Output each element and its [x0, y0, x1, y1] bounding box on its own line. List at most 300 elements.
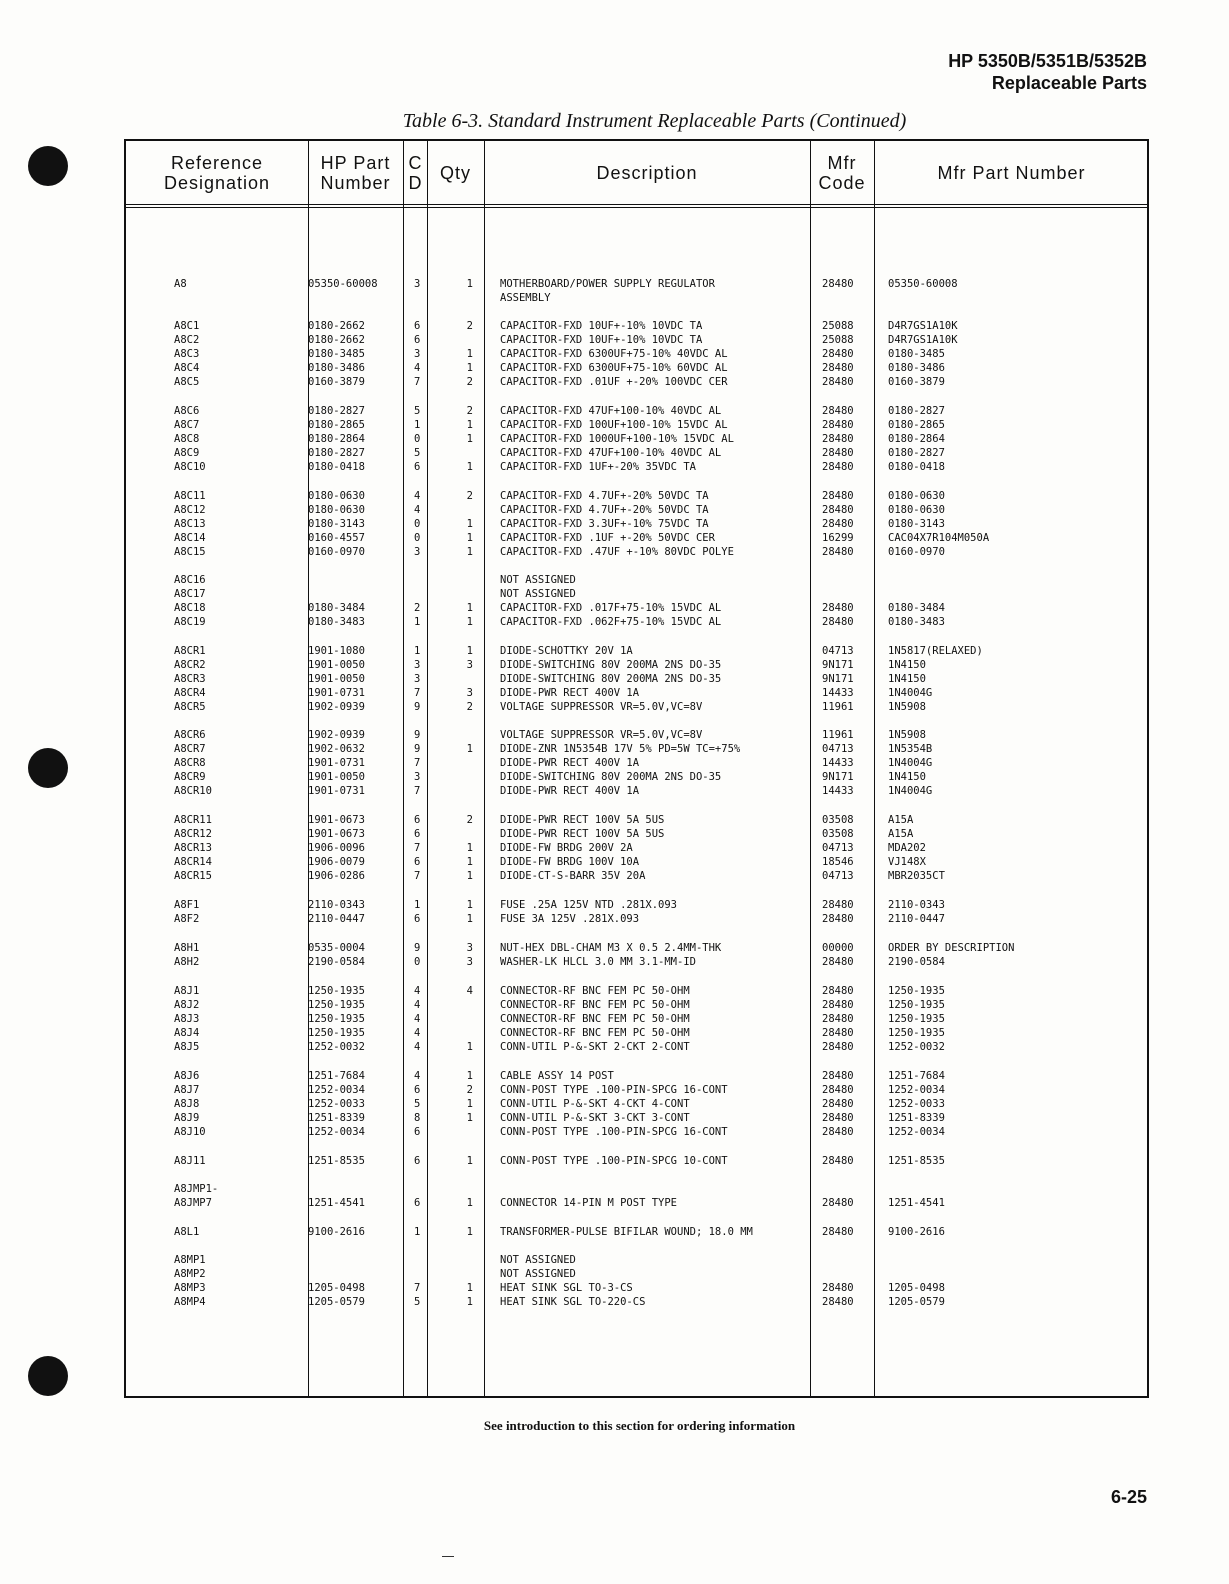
cell-desc: CAPACITOR-FXD 47UF+100-10% 40VDC AL	[500, 447, 722, 459]
cell-code: 9N171	[822, 659, 854, 671]
cell-mpn: 1N4004G	[888, 757, 933, 769]
cell-desc: CAPACITOR-FXD 6300UF+75-10% 60VDC AL	[500, 362, 728, 374]
cell-qty: 1	[466, 1112, 473, 1124]
cell-qty: 1	[466, 518, 473, 530]
cell-desc: FUSE 3A 125V .281X.093	[500, 913, 640, 925]
cell-mpn: ORDER BY DESCRIPTION	[888, 942, 1015, 954]
table-row	[126, 1182, 1147, 1196]
cell-desc: HEAT SINK SGL TO-3-CS	[500, 1282, 633, 1294]
cell-pn: 1205-0498	[308, 1282, 365, 1294]
cell-qty: 2	[466, 1084, 473, 1096]
cell-qty: 1	[466, 1098, 473, 1110]
cell-desc: CONN-POST TYPE .100-PIN-SPCG 16-CONT	[500, 1126, 728, 1138]
cell-ref: A8J2	[174, 999, 200, 1011]
table-row	[126, 1125, 1147, 1139]
cell-code: 18546	[822, 856, 854, 868]
cell-desc: DIODE-SWITCHING 80V 200MA 2NS DO-35	[500, 673, 722, 685]
cell-mpn: 0180-0630	[888, 490, 945, 502]
cell-mpn: 05350-60008	[888, 278, 958, 290]
cell-mpn: 0180-3143	[888, 518, 945, 530]
cell-ref: A8C9	[174, 447, 200, 459]
cell-code: 28480	[822, 518, 854, 530]
cell-pn: 1901-0050	[308, 673, 365, 685]
cell-cd: 6	[414, 1155, 421, 1167]
cell-mpn: 1252-0034	[888, 1084, 945, 1096]
cell-mpn: 1250-1935	[888, 1013, 945, 1025]
cell-mpn: 1N5908	[888, 729, 926, 741]
cell-cd: 4	[414, 1013, 421, 1025]
cell-qty: 1	[466, 362, 473, 374]
cell-mpn: 1251-7684	[888, 1070, 945, 1082]
table-row	[126, 984, 1147, 998]
cell-qty: 3	[466, 687, 473, 699]
col-header-qty: Qty	[439, 162, 471, 183]
cell-pn: 1205-0579	[308, 1296, 365, 1308]
cell-ref: A8H2	[174, 956, 200, 968]
cell-qty: 1	[466, 743, 473, 755]
cell-qty: 1	[466, 1296, 473, 1308]
cell-mpn: 0180-2827	[888, 405, 945, 417]
cell-desc: CAPACITOR-FXD 100UF+100-10% 15VDC AL	[500, 419, 728, 431]
table-row	[126, 545, 1147, 559]
cell-pn: 0180-0630	[308, 490, 365, 502]
cell-mpn: D4R7GS1A10K	[888, 334, 958, 346]
cell-code: 28480	[822, 1027, 854, 1039]
cell-mpn: 1252-0033	[888, 1098, 945, 1110]
cell-qty: 1	[466, 1282, 473, 1294]
cell-qty: 4	[466, 985, 473, 997]
cell-pn: 0180-2827	[308, 447, 365, 459]
cell-code: 28480	[822, 1226, 854, 1238]
cell-qty: 1	[466, 1070, 473, 1082]
cell-pn: 1902-0632	[308, 743, 365, 755]
cell-pn: 1901-0673	[308, 828, 365, 840]
cell-ref: A8C17	[174, 588, 206, 600]
cell-code: 28480	[822, 1098, 854, 1110]
cell-ref: A8F2	[174, 913, 200, 925]
cell-ref: A8C14	[174, 532, 206, 544]
table-row	[126, 503, 1147, 517]
cell-ref: A8CR3	[174, 673, 206, 685]
cell-ref: A8H1	[174, 942, 200, 954]
cell-desc: CABLE ASSY 14 POST	[500, 1070, 614, 1082]
cell-ref: A8C15	[174, 546, 206, 558]
cell-code: 28480	[822, 1282, 854, 1294]
cell-ref: A8C2	[174, 334, 200, 346]
cell-ref: A8JMP7	[174, 1197, 212, 1209]
cell-code: 04713	[822, 842, 854, 854]
table-row	[126, 418, 1147, 432]
table-caption: Table 6-3. Standard Instrument Replaceable Parts (Continued)	[402, 110, 907, 132]
cell-qty: 2	[466, 490, 473, 502]
table-row	[126, 1154, 1147, 1168]
cell-cd: 9	[414, 743, 421, 755]
cell-mpn: 1N4004G	[888, 785, 933, 797]
cell-desc: WASHER-LK HLCL 3.0 MM 3.1-MM-ID	[500, 956, 696, 968]
cell-pn: 0160-0970	[308, 546, 365, 558]
cell-pn: 1250-1935	[308, 1013, 365, 1025]
cell-cd: 4	[414, 1070, 421, 1082]
cell-cd: 6	[414, 461, 421, 473]
cell-code: 28480	[822, 602, 854, 614]
table-row	[126, 573, 1147, 587]
cell-pn: 1901-0731	[308, 757, 365, 769]
cell-ref: A8J5	[174, 1041, 200, 1053]
cell-pn: 1902-0939	[308, 729, 365, 741]
cell-desc: CONNECTOR 14-PIN M POST TYPE	[500, 1197, 678, 1209]
binder-hole	[28, 1356, 68, 1396]
cell-pn: 1906-0096	[308, 842, 365, 854]
cell-cd: 3	[414, 546, 421, 558]
table-row	[126, 672, 1147, 686]
cell-qty: 2	[466, 405, 473, 417]
cell-qty: 1	[466, 856, 473, 868]
cell-qty: 3	[466, 956, 473, 968]
header-model: HP 5350B/5351B/5352B	[948, 51, 1147, 71]
cell-pn: 0180-3484	[308, 602, 365, 614]
table-row	[126, 277, 1147, 291]
cell-code: 28480	[822, 616, 854, 628]
cell-cd: 7	[414, 376, 421, 388]
cell-qty: 1	[466, 278, 473, 290]
cell-ref: A8CR11	[174, 814, 212, 826]
cell-mpn: 1250-1935	[888, 985, 945, 997]
cell-desc: DIODE-PWR RECT 400V 1A	[500, 785, 640, 797]
cell-pn: 1901-0731	[308, 687, 365, 699]
cell-pn: 1906-0079	[308, 856, 365, 868]
cell-desc: CONNECTOR-RF BNC FEM PC 50-OHM	[500, 1013, 690, 1025]
cell-mpn: 1205-0579	[888, 1296, 945, 1308]
table-row	[126, 333, 1147, 347]
table-row	[126, 912, 1147, 926]
cell-pn: 1250-1935	[308, 999, 365, 1011]
cell-desc: NOT ASSIGNED	[500, 574, 576, 586]
cell-desc: CONN-POST TYPE .100-PIN-SPCG 10-CONT	[500, 1155, 728, 1167]
cell-ref: A8F1	[174, 899, 200, 911]
cell-desc: CAPACITOR-FXD .062F+75-10% 15VDC AL	[500, 616, 722, 628]
cell-pn: 1906-0286	[308, 870, 365, 882]
cell-cd: 4	[414, 1041, 421, 1053]
cell-ref: A8L1	[174, 1226, 200, 1238]
cell-ref: A8CR1	[174, 645, 206, 657]
cell-desc: NOT ASSIGNED	[500, 1268, 576, 1280]
cell-ref: A8C4	[174, 362, 200, 374]
cell-mpn: VJ148X	[888, 856, 926, 868]
cell-code: 16299	[822, 532, 854, 544]
table-row	[126, 1026, 1147, 1040]
cell-code: 9N171	[822, 771, 854, 783]
cell-pn: 2110-0343	[308, 899, 365, 911]
cell-desc: CONNECTOR-RF BNC FEM PC 50-OHM	[500, 999, 690, 1011]
cell-ref: A8J3	[174, 1013, 200, 1025]
cell-pn: 1901-0050	[308, 659, 365, 671]
cell-code: 28480	[822, 1070, 854, 1082]
cell-mpn: 0180-3484	[888, 602, 945, 614]
table-row	[126, 813, 1147, 827]
cell-cd: 7	[414, 757, 421, 769]
cell-code: 14433	[822, 687, 854, 699]
cell-cd: 1	[414, 1226, 421, 1238]
cell-desc: NOT ASSIGNED	[500, 588, 576, 600]
cell-code: 28480	[822, 999, 854, 1011]
cell-code: 28480	[822, 899, 854, 911]
cell-desc: CAPACITOR-FXD .47UF +-10% 80VDC POLYE	[500, 546, 734, 558]
cell-ref: A8CR14	[174, 856, 212, 868]
cell-desc: CAPACITOR-FXD 3.3UF+-10% 75VDC TA	[500, 518, 709, 530]
cell-cd: 7	[414, 687, 421, 699]
cell-qty: 3	[466, 659, 473, 671]
cell-code: 28480	[822, 278, 854, 290]
cell-desc: DIODE-PWR RECT 100V 5A 5US	[500, 828, 665, 840]
cell-qty: 1	[466, 348, 473, 360]
cell-pn: 1901-1080	[308, 645, 365, 657]
cell-ref: A8C16	[174, 574, 206, 586]
cell-cd: 1	[414, 616, 421, 628]
cell-mpn: 0180-2865	[888, 419, 945, 431]
table-row	[126, 827, 1147, 841]
cell-mpn: 0180-3483	[888, 616, 945, 628]
cell-code: 9N171	[822, 673, 854, 685]
cell-cd: 4	[414, 999, 421, 1011]
cell-desc: MOTHERBOARD/POWER SUPPLY REGULATOR	[500, 278, 715, 290]
cell-cd: 4	[414, 362, 421, 374]
table-row	[126, 998, 1147, 1012]
cell-code: 28480	[822, 405, 854, 417]
cell-code: 25088	[822, 320, 854, 332]
cell-mpn: A15A	[888, 828, 914, 840]
cell-code: 28480	[822, 447, 854, 459]
cell-mpn: 0180-3485	[888, 348, 945, 360]
cell-qty: 1	[466, 1155, 473, 1167]
cell-qty: 2	[466, 701, 473, 713]
cell-desc: CAPACITOR-FXD 1UF+-20% 35VDC TA	[500, 461, 696, 473]
cell-ref: A8MP4	[174, 1296, 206, 1308]
cell-cd: 6	[414, 1197, 421, 1209]
cell-mpn: 1N4150	[888, 771, 926, 783]
cell-ref: A8CR6	[174, 729, 206, 741]
table-row	[126, 898, 1147, 912]
cell-mpn: 1251-8339	[888, 1112, 945, 1124]
cell-ref: A8J8	[174, 1098, 200, 1110]
cell-cd: 4	[414, 985, 421, 997]
cell-cd: 6	[414, 1126, 421, 1138]
cell-qty: 1	[466, 419, 473, 431]
cell-pn: 2190-0584	[308, 956, 365, 968]
binder-hole	[28, 748, 68, 788]
cell-pn: 0180-2864	[308, 433, 365, 445]
cell-pn: 0180-2662	[308, 334, 365, 346]
cell-mpn: 1250-1935	[888, 1027, 945, 1039]
table-row	[126, 686, 1147, 700]
cell-cd: 3	[414, 673, 421, 685]
cell-mpn: MBR2035CT	[888, 870, 945, 882]
cell-pn: 0180-0418	[308, 461, 365, 473]
cell-code: 25088	[822, 334, 854, 346]
cell-ref: A8MP3	[174, 1282, 206, 1294]
cell-mpn: MDA202	[888, 842, 926, 854]
table-row	[126, 1069, 1147, 1083]
cell-pn: 1251-7684	[308, 1070, 365, 1082]
table-row	[126, 955, 1147, 969]
table-row	[126, 941, 1147, 955]
cell-mpn: 1252-0032	[888, 1041, 945, 1053]
cell-ref: A8C8	[174, 433, 200, 445]
header-section: Replaceable Parts	[991, 73, 1147, 93]
cell-qty: 1	[466, 616, 473, 628]
cell-qty: 1	[466, 532, 473, 544]
cell-cd: 5	[414, 1098, 421, 1110]
table-row	[126, 531, 1147, 545]
cell-code: 14433	[822, 757, 854, 769]
table-row	[126, 1097, 1147, 1111]
table-row	[126, 1012, 1147, 1026]
cell-ref: A8C10	[174, 461, 206, 473]
cell-cd: 6	[414, 913, 421, 925]
cell-cd: 0	[414, 956, 421, 968]
cell-desc: CONN-UTIL P-&-SKT 2-CKT 2-CONT	[500, 1041, 690, 1053]
cell-code: 11961	[822, 701, 854, 713]
cell-mpn: 9100-2616	[888, 1226, 945, 1238]
table-row	[126, 1253, 1147, 1267]
cell-desc: TRANSFORMER-PULSE BIFILAR WOUND; 18.0 MM	[500, 1226, 753, 1238]
table-row	[126, 319, 1147, 333]
cell-mpn: D4R7GS1A10K	[888, 320, 958, 332]
cell-code: 28480	[822, 956, 854, 968]
col-header-mfr-code: Mfr Code	[818, 152, 866, 193]
cell-code: 28480	[822, 362, 854, 374]
col-header-reference: Reference Designation	[163, 152, 271, 193]
cell-pn: 0180-3143	[308, 518, 365, 530]
cell-mpn: 1250-1935	[888, 999, 945, 1011]
cell-desc: CONN-UTIL P-&-SKT 3-CKT 3-CONT	[500, 1112, 690, 1124]
cell-desc: DIODE-PWR RECT 400V 1A	[500, 757, 640, 769]
cell-pn: 0160-3879	[308, 376, 365, 388]
cell-ref: A8C5	[174, 376, 200, 388]
cell-cd: 6	[414, 334, 421, 346]
cell-code: 28480	[822, 1112, 854, 1124]
table-row	[126, 375, 1147, 389]
cell-ref: A8J9	[174, 1112, 200, 1124]
cell-cd: 4	[414, 490, 421, 502]
cell-ref: A8MP2	[174, 1268, 206, 1280]
cell-cd: 2	[414, 602, 421, 614]
table-row	[126, 1196, 1147, 1210]
cell-cd: 7	[414, 870, 421, 882]
cell-code: 14433	[822, 785, 854, 797]
cell-ref: A8CR5	[174, 701, 206, 713]
cell-desc: DIODE-FW BRDG 100V 10A	[500, 856, 640, 868]
cell-ref: A8C6	[174, 405, 200, 417]
table-row	[126, 869, 1147, 883]
cell-qty: 1	[466, 1226, 473, 1238]
cell-code: 28480	[822, 490, 854, 502]
cell-code: 28480	[822, 461, 854, 473]
cell-cd: 5	[414, 405, 421, 417]
cell-desc: CAPACITOR-FXD .01UF +-20% 100VDC CER	[500, 376, 728, 388]
cell-code: 04713	[822, 743, 854, 755]
cell-code: 28480	[822, 1296, 854, 1308]
cell-code: 28480	[822, 1197, 854, 1209]
cell-cd: 7	[414, 785, 421, 797]
cell-ref: A8JMP1-	[174, 1183, 219, 1195]
cell-ref: A8J7	[174, 1084, 200, 1096]
cell-ref: A8J10	[174, 1126, 206, 1138]
col-header-cd: C D	[408, 152, 422, 193]
cell-cd: 7	[414, 1282, 421, 1294]
table-row	[126, 291, 1147, 305]
col-header-mfr-part: Mfr Part Number	[937, 162, 1086, 183]
col-header-description: Description	[596, 162, 698, 183]
cell-code: 04713	[822, 645, 854, 657]
cell-desc: DIODE-SWITCHING 80V 200MA 2NS DO-35	[500, 771, 722, 783]
table-row	[126, 700, 1147, 714]
cell-code: 28480	[822, 504, 854, 516]
cell-desc: VOLTAGE SUPPRESSOR VR=5.0V,VC=8V	[500, 701, 703, 713]
cell-ref: A8CR13	[174, 842, 212, 854]
cell-ref: A8C19	[174, 616, 206, 628]
cell-cd: 1	[414, 899, 421, 911]
table-row	[126, 615, 1147, 629]
cell-pn: 0180-2827	[308, 405, 365, 417]
parts-table	[124, 139, 1149, 1398]
cell-code: 28480	[822, 1155, 854, 1167]
cell-qty: 1	[466, 899, 473, 911]
cell-mpn: 1252-0034	[888, 1126, 945, 1138]
cell-pn: 1251-8535	[308, 1155, 365, 1167]
cell-cd: 6	[414, 320, 421, 332]
table-row	[126, 1281, 1147, 1295]
cell-ref: A8C1	[174, 320, 200, 332]
cell-pn: 2110-0447	[308, 913, 365, 925]
cell-mpn: CAC04X7R104M050A	[888, 532, 990, 544]
binder-hole	[28, 146, 68, 186]
cell-desc: DIODE-PWR RECT 100V 5A 5US	[500, 814, 665, 826]
cell-mpn: 0160-3879	[888, 376, 945, 388]
cell-mpn: A15A	[888, 814, 914, 826]
cell-mpn: 2110-0343	[888, 899, 945, 911]
cell-cd: 3	[414, 348, 421, 360]
cell-cd: 1	[414, 419, 421, 431]
cell-desc: DIODE-SCHOTTKY 20V 1A	[500, 645, 633, 657]
cell-desc: CAPACITOR-FXD 10UF+-10% 10VDC TA	[500, 334, 703, 346]
table-row	[126, 587, 1147, 601]
cell-mpn: 1N5817(RELAXED)	[888, 645, 983, 657]
cell-ref: A8J4	[174, 1027, 200, 1039]
cell-cd: 0	[414, 433, 421, 445]
table-row	[126, 517, 1147, 531]
table-row	[126, 658, 1147, 672]
cell-pn: 1251-8339	[308, 1112, 365, 1124]
cell-cd: 0	[414, 532, 421, 544]
cell-qty: 1	[466, 645, 473, 657]
cell-desc: DIODE-PWR RECT 400V 1A	[500, 687, 640, 699]
cell-ref: A8CR15	[174, 870, 212, 882]
cell-desc: CONNECTOR-RF BNC FEM PC 50-OHM	[500, 1027, 690, 1039]
page-header	[948, 50, 1147, 94]
cell-pn: 0180-3483	[308, 616, 365, 628]
cell-desc: VOLTAGE SUPPRESSOR VR=5.0V,VC=8V	[500, 729, 703, 741]
cell-code: 28480	[822, 1013, 854, 1025]
cell-qty: 1	[466, 1041, 473, 1053]
cell-mpn: 2190-0584	[888, 956, 945, 968]
page-number: 6-25	[1110, 1487, 1147, 1507]
cell-desc: FUSE .25A 125V NTD .281X.093	[500, 899, 678, 911]
cell-pn: 1252-0033	[308, 1098, 365, 1110]
cell-mpn: 0180-0630	[888, 504, 945, 516]
table-row	[126, 784, 1147, 798]
cell-mpn: 2110-0447	[888, 913, 945, 925]
cell-qty: 2	[466, 814, 473, 826]
